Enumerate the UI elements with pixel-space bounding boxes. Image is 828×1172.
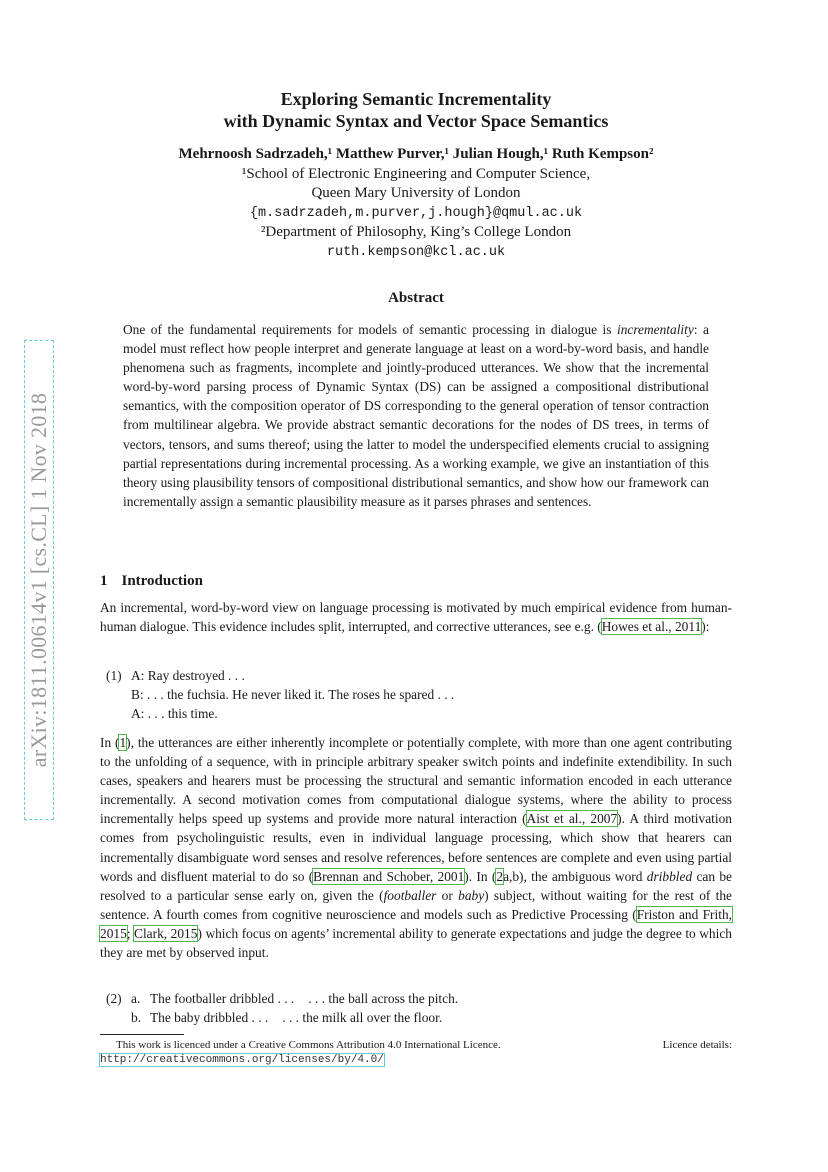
intro-p2-text: ). A third motivation comes from psycholinguistic results, even in individual language processing, which show that hearers can incrementally disambiguate word senses and resolve references, before sentences are complete and even using partial words and disfluent material to do so ( <box>100 811 732 884</box>
intro-p1-end: ): <box>701 619 710 635</box>
citation-brennan-2001[interactable]: Brennan and Schober, 2001 <box>313 868 465 884</box>
intro-paragraph-1 <box>100 598 732 636</box>
example-2-a-label: a. <box>131 991 141 1006</box>
abstract-heading: Abstract <box>388 290 444 306</box>
section-heading <box>100 573 203 590</box>
intro-p2-text: or <box>436 887 459 903</box>
licence-url-link[interactable]: http://creativecommons.org/licenses/by/4.0/ <box>100 1054 384 1066</box>
example-2-a-part-1: The footballer dribbled . . . <box>150 991 295 1006</box>
arxiv-id: arXiv:1811.00614v1 [cs.CL] 1 Nov 2018 <box>26 392 51 768</box>
intro-p2-emphasis: dribbled <box>646 868 693 884</box>
example-1-line: B: . . . the fuchsia. He never liked it. The roses he spared . . . <box>131 687 455 703</box>
example-ref-2[interactable]: 2 <box>496 868 504 884</box>
intro-p2-text: ), the utterances are either inherently incomplete or potentially complete, with more than one agent contributing to the unfolding of a sequence, with in principle arbitrary speaker switch points and indefinite extendibility. In such cases, speakers and hearers must be processing the structural and semantic information encoded in each utterance incrementally. A second motivation comes from computational dialogue systems, where the ability to process incrementally helps speed up systems and provide more natural interaction ( <box>100 735 732 827</box>
example-2-b-part-1: The baby dribbled . . . <box>150 1010 269 1026</box>
intro-p2-text: ; <box>126 925 135 941</box>
intro-p2-emphasis: baby <box>458 887 485 903</box>
intro-p2-text: ). In ( <box>464 868 497 884</box>
section-title: Introduction <box>121 573 203 589</box>
example-2 <box>106 989 458 1027</box>
abstract-text <box>123 320 709 511</box>
arxiv-sidebar-stamp <box>24 340 54 820</box>
citation-howes-2011[interactable]: Howes et al., 2011 <box>601 619 702 635</box>
intro-paragraph-2 <box>100 733 732 962</box>
email-2: ruth.kempson@kcl.ac.uk <box>326 244 506 260</box>
affiliation-1-line-2: Queen Mary University of London <box>311 185 521 201</box>
example-1-number: (1) <box>106 668 122 683</box>
email-1: {m.sadrzadeh,m.purver,j.hough}@qmul.ac.uk <box>249 205 583 221</box>
example-2-a-part-2: . . . the ball across the pitch. <box>308 991 459 1006</box>
footnote-details-label: Licence details: <box>662 1039 732 1051</box>
example-2-b-part-2: . . . the milk all over the floor. <box>282 1010 443 1026</box>
citation-friston-2015[interactable]: Friston and Frith, 2015 <box>100 906 732 941</box>
citation-clark-2015[interactable]: Clark, 2015 <box>134 925 198 941</box>
intro-p2-text: ) which focus on agents’ incremental ability to generate expectations and judge the degree to which they are met by observed input. <box>100 925 732 961</box>
author-names: Mehrnoosh Sadrzadeh,¹ Matthew Purver,¹ Julian Hough,¹ Ruth Kempson² <box>178 146 654 162</box>
example-1-line: A: . . . this time. <box>131 706 218 722</box>
intro-p2-emphasis: footballer <box>383 887 437 903</box>
author-block <box>100 145 732 262</box>
citation-aist-2007[interactable]: Aist et al., 2007 <box>526 811 618 827</box>
section-number: 1 <box>100 573 108 589</box>
intro-p1-text: An incremental, word-by-word view on language processing is motivated by much empirical evidence from human-human dialogue. This evidence includes split, interrupted, and corrective utterances, see e.g. ( <box>100 600 732 635</box>
abstract-text-rest: : a model must reflect how people interpret and generate language at least on a word-by-word basis, and handle phenomena such as fragments, incomplete and jointly-produced utterances. We show that the incremental word-by-word parsing process of Dynamic Syntax (DS) can be assigned a compositional distributional semantics, with the composition operator of DS corresponding to the general operation of tensor contraction from multilinear algebra. We provide abstract semantic decorations for the nodes of DS trees, in terms of vectors, tensors, and sums thereof; using the latter to model the underspecified elements crucial to assigning partial representations during incremental processing. As a working example, we give an instantiation of this theory using plausibility tensors of compositional distributional semantics, and show how our framework can incrementally assign a semantic plausibility measure as it parses phrases and sentences. <box>123 322 709 509</box>
title-line-1: Exploring Semantic Incrementality <box>280 89 552 109</box>
example-2-b-label: b. <box>131 1010 142 1026</box>
footnote-rule <box>100 1034 184 1035</box>
abstract-emphasis: incrementality <box>616 322 694 337</box>
example-1 <box>106 666 454 723</box>
example-2-number: (2) <box>106 991 122 1006</box>
paper-title <box>100 88 732 132</box>
intro-p2-text: ) subject, without waiting for the rest of the sentence. A fourth comes from cognitive neuroscience and models such as Predictive Processing ( <box>100 887 732 922</box>
abstract-text-start: One of the fundamental requirements for models of semantic processing in dialogue is <box>123 322 617 337</box>
footnote-licence-text: This work is licenced under a Creative Commons Attribution 4.0 International Licence. <box>116 1039 501 1051</box>
intro-p2-text: a,b), the ambiguous word <box>503 868 647 884</box>
affiliation-1-line-1: ¹School of Electronic Engineering and Computer Science, <box>241 165 591 182</box>
footnote <box>100 1038 732 1067</box>
intro-p2-text: can be resolved to a particular sense early on, given the ( <box>100 868 733 903</box>
title-line-2: with Dynamic Syntax and Vector Space Semantics <box>223 111 609 131</box>
example-ref-1[interactable]: 1 <box>119 735 127 750</box>
affiliation-2: ²Department of Philosophy, King’s College London <box>260 224 572 240</box>
intro-p2-text: In ( <box>100 735 120 750</box>
example-1-line: A: Ray destroyed . . . <box>131 668 245 683</box>
